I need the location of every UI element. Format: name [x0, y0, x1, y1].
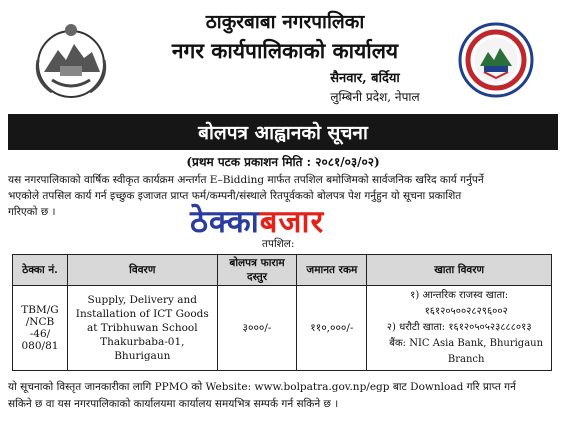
- municipality-seal-icon: [458, 22, 534, 98]
- watermark-part-2: बजार: [259, 204, 325, 240]
- form-fee-cell: ३०००/-: [217, 286, 297, 371]
- bid-security-cell: ११०,०००/-: [297, 286, 367, 371]
- publication-date: (प्रथम पटक प्रकाशन मिति : २०८१/०३/०२): [186, 155, 380, 169]
- col-header-bid-security: जमानत रकम: [297, 255, 367, 286]
- contract-no-cell: TBM/G /NCB -46/ 080/81: [13, 286, 68, 371]
- col-header-form-fee: बोलपत्र फाराम दस्तुर: [217, 255, 297, 286]
- bank-name: बैंक: NIC Asia Bank, Bhurigaun Branch: [389, 338, 544, 365]
- watermark-part-1: ठेक्का: [190, 204, 260, 240]
- col-header-account: खाता विवरण: [367, 255, 552, 286]
- footer-line-2: सकिने छ वा यस नगरपालिकाको कार्यालयमा कार्यालय समयभित्र सम्पर्क गर्न सकिने छ ।: [8, 398, 339, 410]
- tender-table: [12, 254, 552, 371]
- office-location: सैनवार, बर्दिया: [330, 71, 400, 86]
- municipality-name: ठाकुरबाबा नगरपालिका: [205, 11, 365, 33]
- nepal-emblem-icon: [30, 20, 112, 100]
- description-cell: Supply, Delivery and Installation of ICT Goods at Tribhuwan School Thakurbaba-01, Bhurigaun: [67, 286, 217, 371]
- account-details-cell: [367, 286, 552, 371]
- footer-paragraph: [8, 379, 560, 413]
- table-row: [13, 286, 552, 371]
- intro-line-1: यस नगरपालिकाको वार्षिक स्वीकृत कार्यक्रम अन्तर्गत E–Bidding मार्फत तपशिल बमोजिमको सार्वजनिक खरिद कार्य गर्नुपर्ने: [8, 174, 484, 186]
- thekka-bazar-watermark: [190, 200, 324, 242]
- account-2: २) धरौटी खाता: १६१२०५०५२३८८८०१३: [386, 322, 532, 333]
- tapsil-label: तपशिल:: [262, 238, 295, 250]
- account-1-number: १६१२०५००२८२९६००२: [424, 306, 508, 317]
- intro-line-3: गरिएको छ ।: [8, 206, 56, 218]
- office-name: नगर कार्यपालिकाको कार्यालय: [171, 38, 399, 63]
- notice-title-banner: बोलपत्र आह्वानको सूचना: [8, 114, 558, 150]
- province-name: लुम्बिनी प्रदेश, नेपाल: [330, 90, 420, 104]
- footer-line-1: यो सूचनाको विस्तृत जानकारीका लागि PPMO को Website: www.bolpatra.gov.np/egp बाट Download गरि प्राप्त गर्न: [8, 381, 516, 393]
- col-header-description: विवरण: [67, 255, 217, 286]
- table-header-row: [13, 255, 552, 286]
- intro-line-2: भएकोले तपसिल कार्य गर्न इच्छुक इजाजत प्राप्त फर्म/कम्पनी/संस्थाले रितपूर्वकको बोलपत्र पेश गर्नुहुन यो सूचना प्रकाशित: [8, 190, 462, 202]
- account-1-label: १) आन्तरिक राजस्व खाता:: [410, 290, 509, 301]
- col-header-contract-no: ठेक्का नं.: [13, 255, 68, 286]
